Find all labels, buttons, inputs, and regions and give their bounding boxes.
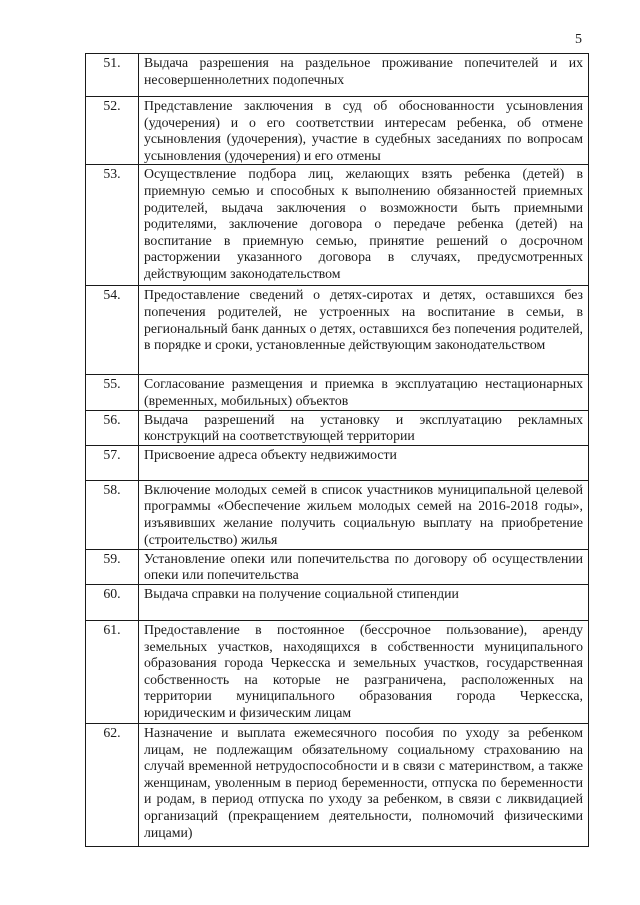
- service-description: Выдача разрешения на раздельное проживание попечителей и их несовершеннолетних подопечных: [139, 54, 589, 97]
- row-number: 60.: [86, 584, 139, 620]
- row-number: 56.: [86, 410, 139, 445]
- service-description: Выдача справки на получение социальной стипендии: [139, 584, 589, 620]
- service-description: Предоставление в постоянное (бессрочное пользование), аренду земельных участков, находящихся в собственности муниципального образования города Черкесска и земельных участков, государственная собственность на которые не разграничена, расположенных на территории муниципального образования города Черкесска, юридическим и физическим лицам: [139, 620, 589, 723]
- table-row: [86, 445, 589, 480]
- table-row: [86, 620, 589, 723]
- table-row: [86, 549, 589, 584]
- row-number: 55.: [86, 375, 139, 410]
- row-number: 51.: [86, 54, 139, 97]
- service-description: Представление заключения в суд об обоснованности усыновления (удочерения) и о его соответствии интересам ребенка, об отмене усыновления (удочерения), участие в судебных заседаниях по вопросам усыновления (удочерения) и его отмены: [139, 97, 589, 165]
- table-row: [86, 97, 589, 165]
- service-description: Согласование размещения и приемка в эксплуатацию нестационарных (временных, мобильных) объектов: [139, 375, 589, 410]
- service-description: Осуществление подбора лиц, желающих взять ребенка (детей) в приемную семью и способных к выполнению обязанностей приемных родителей, выдача заключения о возможности быть приемными родителями, заключение договора о передаче ребенка (детей) на воспитание в приемную семью, принятие решений о досрочном расторжении указанного договора в случаях, предусмотренных действующим законодательством: [139, 165, 589, 286]
- services-table: [85, 53, 589, 847]
- row-number: 61.: [86, 620, 139, 723]
- service-description: Включение молодых семей в список участников муниципальной целевой программы «Обеспечение жильем молодых семей на 2016-2018 годы», изъявивших желание получить социальную выплату на приобретение (строительство) жилья: [139, 480, 589, 549]
- table-row: [86, 584, 589, 620]
- table-row: [86, 480, 589, 549]
- row-number: 54.: [86, 286, 139, 375]
- service-description: Назначение и выплата ежемесячного пособия по уходу за ребенком лицам, не подлежащим обязательному социальному страхованию на случай временной нетрудоспособности и в связи с материнством, а также женщинам, уволенным в период беременности, отпуска по беременности и родам, в период отпуска по уходу за ребенком, в связи с ликвидацией организаций (прекращением деятельности, полномочий физическими лицами): [139, 723, 589, 846]
- row-number: 59.: [86, 549, 139, 584]
- page-number: 5: [575, 32, 582, 47]
- table-row: [86, 165, 589, 286]
- table-row: [86, 410, 589, 445]
- table-row: [86, 375, 589, 410]
- row-number: 62.: [86, 723, 139, 846]
- service-description: Выдача разрешений на установку и эксплуатацию рекламных конструкций на соответствующей территории: [139, 410, 589, 445]
- table-row: [86, 54, 589, 97]
- service-description: Установление опеки или попечительства по договору об осуществлении опеки или попечительства: [139, 549, 589, 584]
- row-number: 57.: [86, 445, 139, 480]
- table-row: [86, 286, 589, 375]
- service-description: Присвоение адреса объекту недвижимости: [139, 445, 589, 480]
- service-description: Предоставление сведений о детях-сиротах и детях, оставшихся без попечения родителей, не устроенных на воспитание в семьи, в региональный банк данных о детях, оставшихся без попечения родителей, в порядке и сроки, установленные действующим законодательством: [139, 286, 589, 375]
- row-number: 53.: [86, 165, 139, 286]
- table-row: [86, 723, 589, 846]
- row-number: 52.: [86, 97, 139, 165]
- row-number: 58.: [86, 480, 139, 549]
